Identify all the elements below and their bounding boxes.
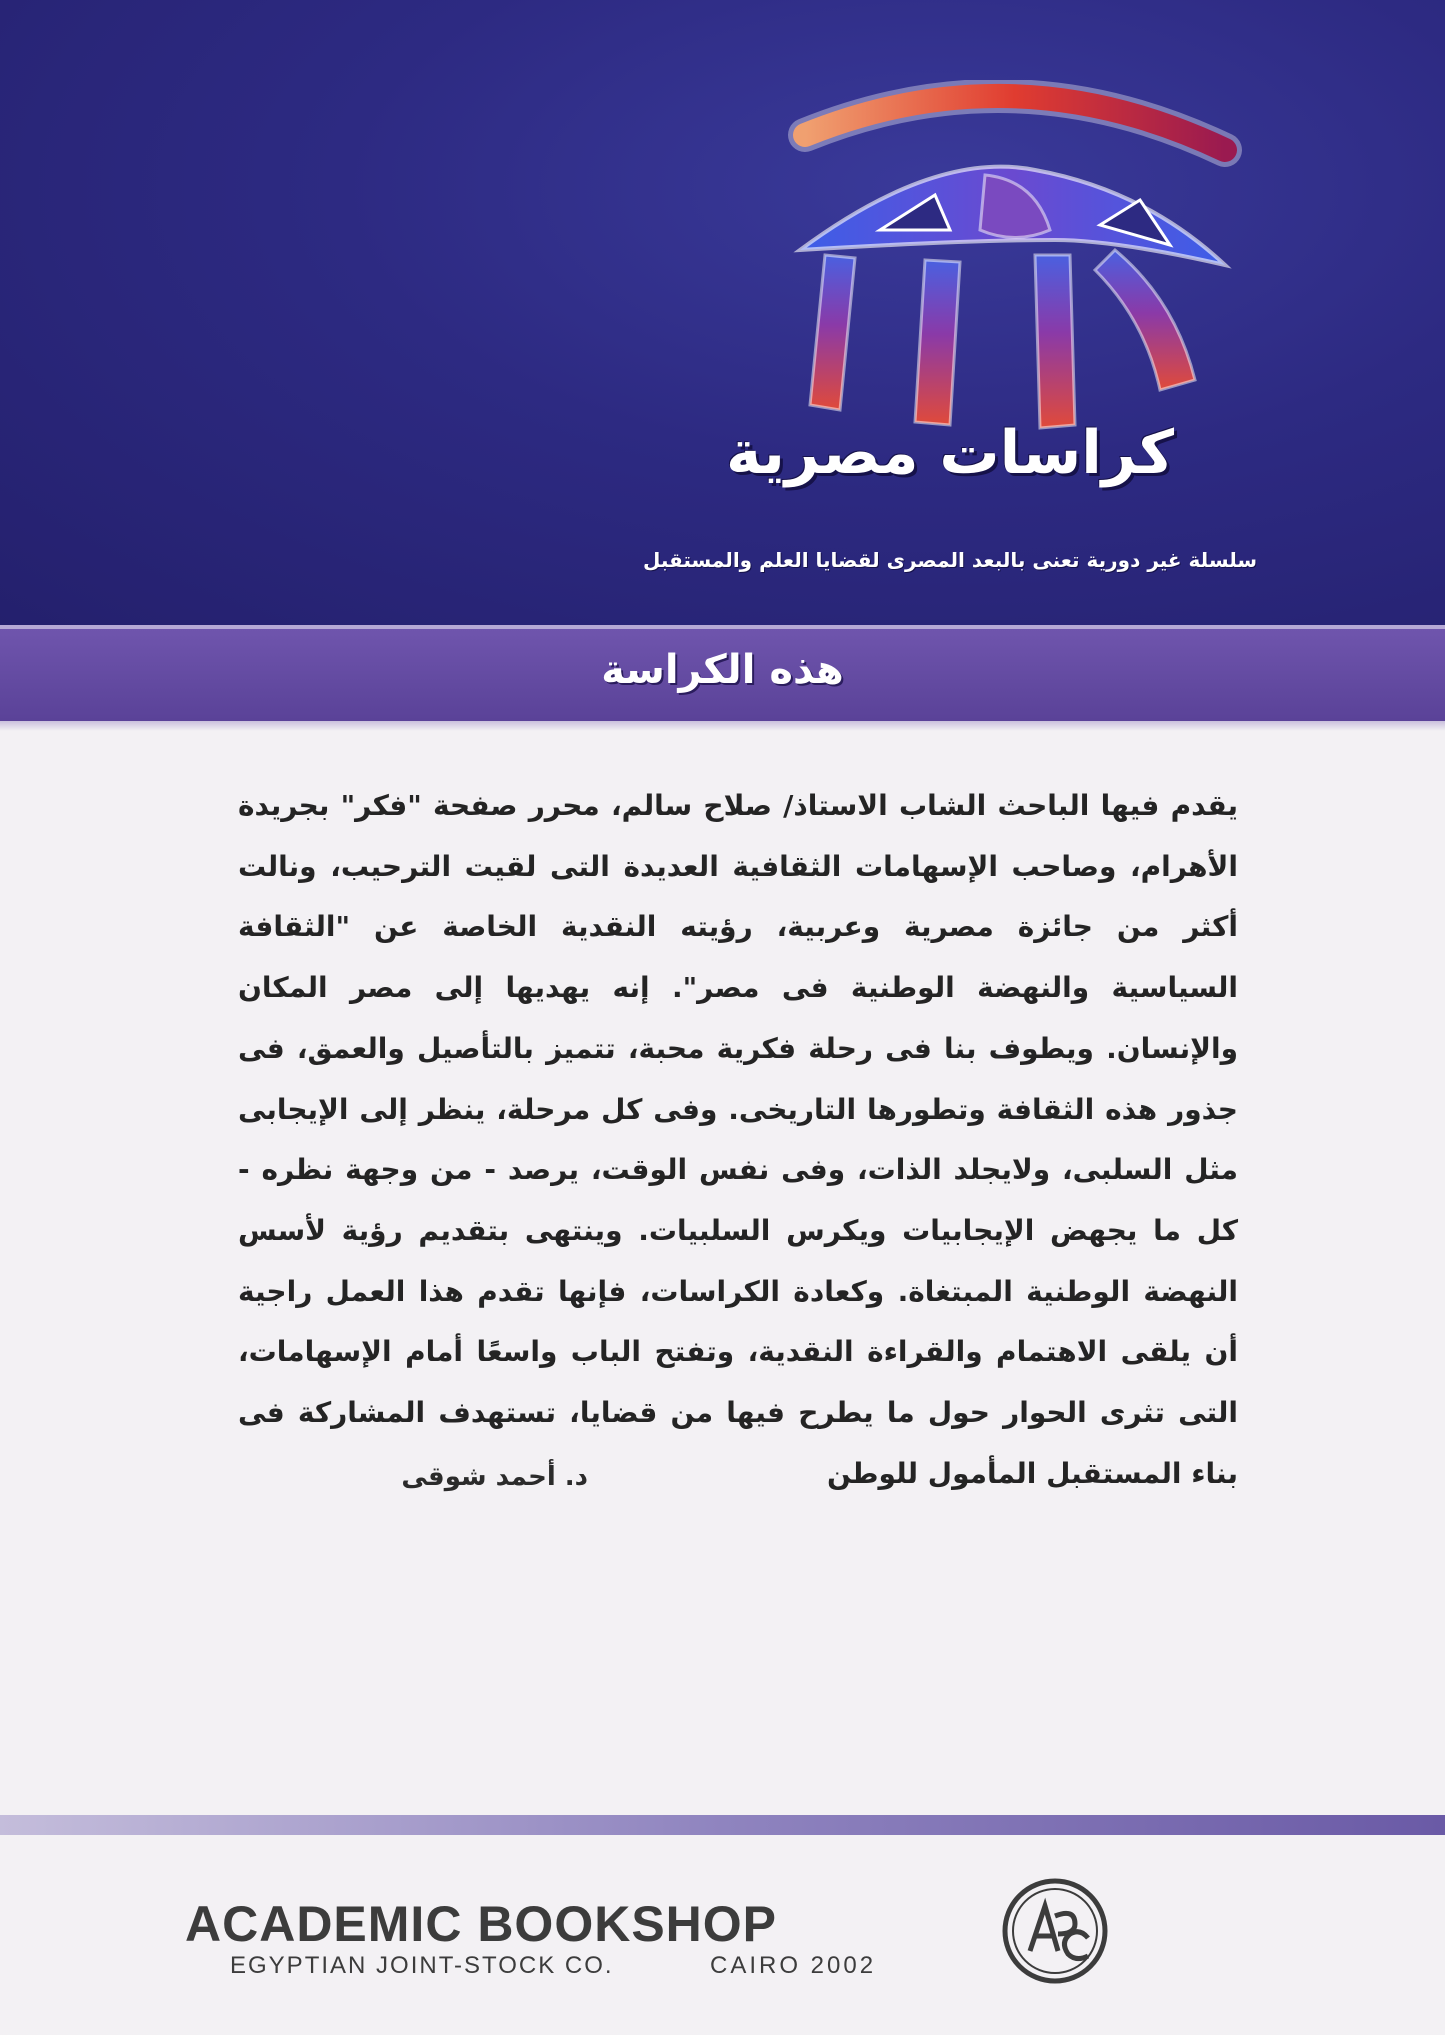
publisher-name: ACADEMIC BOOKSHOP xyxy=(185,1896,778,1952)
footer-divider-bar xyxy=(0,1815,1445,1835)
section-title: هذه الكراسة xyxy=(601,647,844,693)
section-band xyxy=(0,629,1445,721)
band-shadow xyxy=(0,721,1445,731)
series-title: كراسات مصرية xyxy=(725,418,1174,488)
author-signature: د. أحمد شوقى xyxy=(401,1462,588,1492)
cover-header xyxy=(0,0,1445,625)
body-paragraph: يقدم فيها الباحث الشاب الاستاذ/ صلاح سالم، محرر صفحة "فكر" بجريدة الأهرام، وصاحب الإسهامات الثقافية العديدة التى لقيت الترحيب، ونالت أكثر من جائزة مصرية وعربية، رؤيته النقدية الخاصة عن "الثقافة السياسية والنهضة الوطنية فى مصر". إنه يهديها إلى مصر المكان والإنسان. ويطوف بنا فى رحلة فكرية محبة، تتميز بالتأصيل والعمق، فى جذور هذه الثقافة وتطورها التاريخى. وفى كل مرحلة، ينظر إلى الإيجابى مثل السلبى، ولايجلد الذات، وفى نفس الوقت، يرصد - من وجهة نظره - كل ما يجهض الإيجابيات ويكرس السلبيات. وينتهى بتقديم رؤية لأسس النهضة الوطنية المبتغاة. وكعادة الكراسات، فإنها تقدم هذا العمل راجية أن يلقى الاهتمام والقراءة النقدية، وتفتح الباب واسعًا أمام الإسهامات، التى تثرى الحوار حول ما يطرح فيها من قضايا، تستهدف المشاركة فى بناء المستقبل المأمول للوطن xyxy=(238,789,1238,1490)
publisher-company: EGYPTIAN JOINT-STOCK CO. xyxy=(230,1952,614,1979)
eye-of-horus-icon xyxy=(785,80,1245,450)
publisher-place-year: CAIRO 2002 xyxy=(710,1952,877,1979)
abc-publisher-logo-icon xyxy=(1000,1876,1110,1986)
series-subtitle: سلسلة غير دورية تعنى بالبعد المصرى لقضايا العلم والمستقبل xyxy=(642,548,1258,572)
